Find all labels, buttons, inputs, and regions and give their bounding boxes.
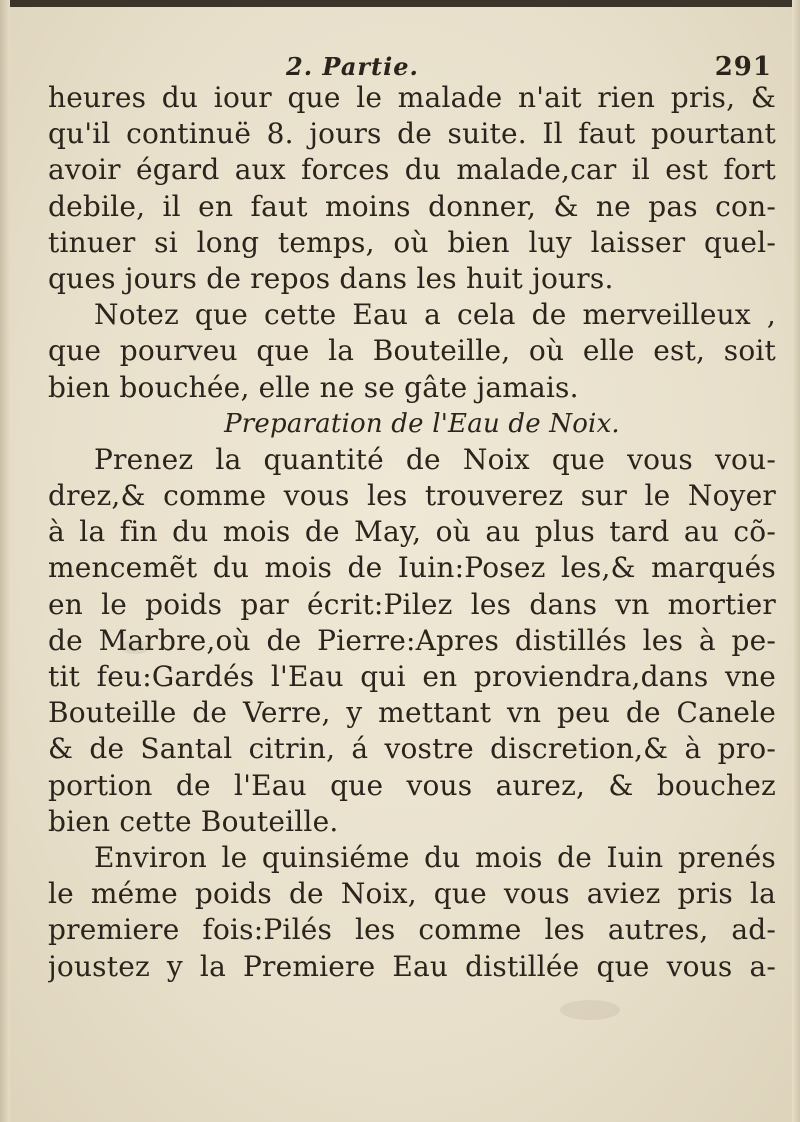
running-head: 2. Partie. xyxy=(286,52,419,81)
paragraph-start-line: Notez que cette Eau a cela de merveilleux , xyxy=(94,298,776,332)
page-top-edge xyxy=(0,0,800,7)
text-line: & de Santal citrin, á vostre discretion,& à pro- xyxy=(48,732,776,766)
page-gutter-edge xyxy=(0,0,10,1122)
body-text xyxy=(48,80,776,985)
text-line: bien bouchée, elle ne se gâte jamais. xyxy=(48,370,579,404)
text-line: bien cette Bouteille. xyxy=(48,804,339,838)
paper-stain xyxy=(560,1000,620,1020)
text-line: tit feu:Gardés l'Eau qui en proviendra,dans vne xyxy=(48,660,776,693)
paragraph-start-line: Environ le quinsiéme du mois de Iuin prenés xyxy=(94,840,776,874)
text-line: à la fin du mois de May, où au plus tard au cõ- xyxy=(48,515,776,549)
text-line: heures du iour que le malade n'ait rien pris, & xyxy=(48,81,776,114)
text-line: mencemẽt du mois de Iuin:Posez les,& marqués xyxy=(48,551,776,585)
text-line: drez,& comme vous les trouverez sur le Noyer xyxy=(48,479,776,513)
text-line: debile, il en faut moins donner, & ne pas con- xyxy=(48,189,776,223)
text-line: qu'il continuë 8. jours de suite. Il faut pourtant xyxy=(48,117,776,151)
text-line: avoir égard aux forces du malade,car il est fort xyxy=(48,153,776,187)
text-line: en le poids par écrit:Pilez les dans vn mortier xyxy=(48,587,776,621)
text-line: que pourveu que la Bouteille, où elle est, soit xyxy=(48,334,776,368)
text-line: tinuer si long temps, où bien luy laisser quel- xyxy=(48,225,776,259)
text-line: portion de l'Eau que vous aurez, & bouchez xyxy=(48,768,776,802)
section-heading: Preparation de l'Eau de Noix. xyxy=(224,408,620,439)
page-number: 291 xyxy=(714,52,772,82)
text-line: ques jours de repos dans les huit jours. xyxy=(48,261,614,295)
text-line: premiere fois:Pilés les comme les autres, ad- xyxy=(48,913,776,947)
page-right-edge xyxy=(792,0,800,1122)
text-line: de Marbre,où de Pierre:Apres distillés les à pe- xyxy=(48,623,776,657)
paragraph-start-line: Prenez la quantité de Noix que vous vou- xyxy=(94,442,776,476)
text-line: joustez y la Premiere Eau distillée que vous a- xyxy=(48,949,776,983)
text-line: le méme poids de Noix, que vous aviez pris la xyxy=(48,877,776,911)
text-line: Bouteille de Verre, y mettant vn peu de Canele xyxy=(48,696,776,730)
